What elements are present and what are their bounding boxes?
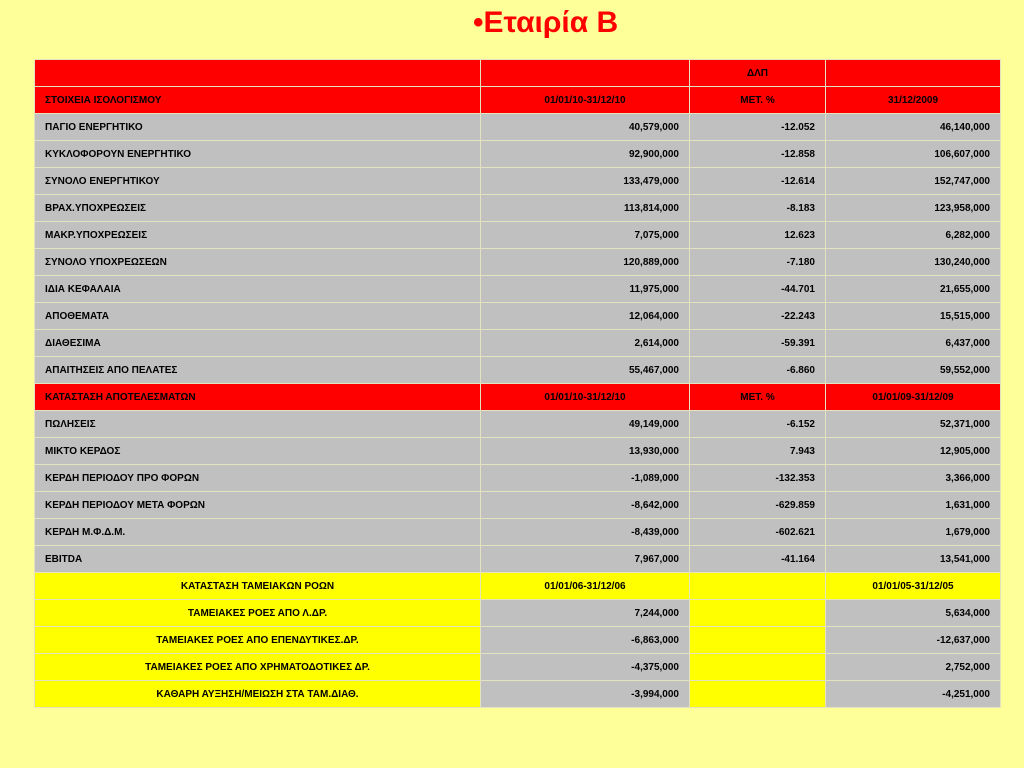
prior-value: 46,140,000 xyxy=(826,114,1001,141)
current-value: 40,579,000 xyxy=(481,114,690,141)
row-label: ΒΡΑΧ.ΥΠΟΧΡΕΩΣΕΙΣ xyxy=(35,195,481,222)
change-header: ΜΕΤ. % xyxy=(690,87,826,114)
prior-header: 01/01/09-31/12/09 xyxy=(826,384,1001,411)
section-label: ΚΑΤΑΣΤΑΣΗ ΑΠΟΤΕΛΕΣΜΑΤΩΝ xyxy=(35,384,481,411)
table-row xyxy=(35,168,1001,195)
prior-value: 152,747,000 xyxy=(826,168,1001,195)
header-blank-cell xyxy=(481,60,690,87)
table-row xyxy=(35,681,1001,708)
blank-cell xyxy=(690,654,826,681)
cashflow-section-header xyxy=(35,573,1001,600)
prior-value: -12,637,000 xyxy=(826,627,1001,654)
current-value: 49,149,000 xyxy=(481,411,690,438)
prior-value: 59,552,000 xyxy=(826,357,1001,384)
current-value: 12,064,000 xyxy=(481,303,690,330)
prior-value: 5,634,000 xyxy=(826,600,1001,627)
table-row xyxy=(35,276,1001,303)
row-label: ΜΙΚΤΟ ΚΕΡΔΟΣ xyxy=(35,438,481,465)
current-value: -8,642,000 xyxy=(481,492,690,519)
change-value: -12.614 xyxy=(690,168,826,195)
table-row xyxy=(35,654,1001,681)
row-label: ΚΑΘΑΡΗ ΑΥΞΗΣΗ/ΜΕΙΩΣΗ ΣΤΑ ΤΑΜ.ΔΙΑΘ. xyxy=(35,681,481,708)
table-row xyxy=(35,465,1001,492)
row-label: ΣΥΝΟΛΟ ΥΠΟΧΡΕΩΣΕΩΝ xyxy=(35,249,481,276)
blank-cell xyxy=(690,600,826,627)
current-value: 7,967,000 xyxy=(481,546,690,573)
blank-cell xyxy=(690,681,826,708)
prior-value: 6,437,000 xyxy=(826,330,1001,357)
table-row xyxy=(35,114,1001,141)
change-value: -629.859 xyxy=(690,492,826,519)
table-row xyxy=(35,546,1001,573)
prior-value: 3,366,000 xyxy=(826,465,1001,492)
change-value: -22.243 xyxy=(690,303,826,330)
income-section-header xyxy=(35,384,1001,411)
prior-value: 6,282,000 xyxy=(826,222,1001,249)
row-label: ΑΠΟΘΕΜΑΤΑ xyxy=(35,303,481,330)
prior-header: 01/01/05-31/12/05 xyxy=(826,573,1001,600)
prior-value: 2,752,000 xyxy=(826,654,1001,681)
table-row xyxy=(35,600,1001,627)
prior-value: 1,631,000 xyxy=(826,492,1001,519)
prior-value: 15,515,000 xyxy=(826,303,1001,330)
table-row xyxy=(35,141,1001,168)
section-label: ΣΤΟΙΧΕΙΑ ΙΣΟΛΟΓΙΣΜΟΥ xyxy=(35,87,481,114)
prior-header: 31/12/2009 xyxy=(826,87,1001,114)
table-row xyxy=(35,627,1001,654)
row-label: EBITDA xyxy=(35,546,481,573)
prior-value: 106,607,000 xyxy=(826,141,1001,168)
table-row xyxy=(35,303,1001,330)
row-label: ΤΑΜΕΙΑΚΕΣ ΡΟΕΣ ΑΠΟ ΕΠΕΝΔΥΤΙΚΕΣ.ΔΡ. xyxy=(35,627,481,654)
current-value: 113,814,000 xyxy=(481,195,690,222)
table-row xyxy=(35,519,1001,546)
row-label: ΚΕΡΔΗ ΠΕΡΙΟΔΟΥ ΜΕΤΑ ΦΟΡΩΝ xyxy=(35,492,481,519)
row-label: ΙΔΙΑ ΚΕΦΑΛΑΙΑ xyxy=(35,276,481,303)
row-label: ΜΑΚΡ.ΥΠΟΧΡΕΩΣΕΙΣ xyxy=(35,222,481,249)
current-value: 13,930,000 xyxy=(481,438,690,465)
current-value: -6,863,000 xyxy=(481,627,690,654)
prior-value: 21,655,000 xyxy=(826,276,1001,303)
change-value: -41.164 xyxy=(690,546,826,573)
balance-section-header xyxy=(35,87,1001,114)
prior-value: -4,251,000 xyxy=(826,681,1001,708)
row-label: ΑΠΑΙΤΗΣΕΙΣ ΑΠΟ ΠΕΛΑΤΕΣ xyxy=(35,357,481,384)
ias-header: ΔΛΠ xyxy=(690,60,826,87)
table-row xyxy=(35,411,1001,438)
financial-table xyxy=(34,59,1001,708)
table-row xyxy=(35,195,1001,222)
table-row xyxy=(35,492,1001,519)
row-label: ΠΑΓΙΟ ΕΝΕΡΓΗΤΙΚΟ xyxy=(35,114,481,141)
period-header: 01/01/06-31/12/06 xyxy=(481,573,690,600)
change-value: -8.183 xyxy=(690,195,826,222)
change-value: 7.943 xyxy=(690,438,826,465)
change-value: -12.052 xyxy=(690,114,826,141)
section-label: ΚΑΤΑΣΤΑΣΗ ΤΑΜΕΙΑΚΩΝ ΡΟΩΝ xyxy=(35,573,481,600)
header-blank-cell xyxy=(690,573,826,600)
header-blank-cell xyxy=(826,60,1001,87)
change-value: 12.623 xyxy=(690,222,826,249)
row-label: ΣΥΝΟΛΟ ΕΝΕΡΓΗΤΙΚΟΥ xyxy=(35,168,481,195)
change-value: -59.391 xyxy=(690,330,826,357)
current-value: 11,975,000 xyxy=(481,276,690,303)
change-header: ΜΕΤ. % xyxy=(690,384,826,411)
current-value: 120,889,000 xyxy=(481,249,690,276)
current-value: 2,614,000 xyxy=(481,330,690,357)
row-label: ΤΑΜΕΙΑΚΕΣ ΡΟΕΣ ΑΠΟ Λ.ΔΡ. xyxy=(35,600,481,627)
prior-value: 123,958,000 xyxy=(826,195,1001,222)
current-value: 7,075,000 xyxy=(481,222,690,249)
row-label: ΠΩΛΗΣΕΙΣ xyxy=(35,411,481,438)
current-value: 7,244,000 xyxy=(481,600,690,627)
change-value: -6.860 xyxy=(690,357,826,384)
header-blank-cell xyxy=(35,60,481,87)
current-value: -8,439,000 xyxy=(481,519,690,546)
current-value: 55,467,000 xyxy=(481,357,690,384)
period-header: 01/01/10-31/12/10 xyxy=(481,384,690,411)
prior-value: 130,240,000 xyxy=(826,249,1001,276)
table-row xyxy=(35,249,1001,276)
blank-cell xyxy=(690,627,826,654)
current-value: 133,479,000 xyxy=(481,168,690,195)
page-title: •Εταιρία Β xyxy=(473,6,619,39)
table-row xyxy=(35,330,1001,357)
current-value: -3,994,000 xyxy=(481,681,690,708)
period-header: 01/01/10-31/12/10 xyxy=(481,87,690,114)
current-value: -1,089,000 xyxy=(481,465,690,492)
row-label: ΚΕΡΔΗ Μ.Φ.Δ.Μ. xyxy=(35,519,481,546)
prior-value: 12,905,000 xyxy=(826,438,1001,465)
prior-value: 13,541,000 xyxy=(826,546,1001,573)
table-row xyxy=(35,222,1001,249)
current-value: -4,375,000 xyxy=(481,654,690,681)
change-value: -7.180 xyxy=(690,249,826,276)
column-group-header-row xyxy=(35,60,1001,87)
row-label: ΚΕΡΔΗ ΠΕΡΙΟΔΟΥ ΠΡΟ ΦΟΡΩΝ xyxy=(35,465,481,492)
change-value: -132.353 xyxy=(690,465,826,492)
table-row xyxy=(35,357,1001,384)
change-value: -12.858 xyxy=(690,141,826,168)
change-value: -44.701 xyxy=(690,276,826,303)
prior-value: 1,679,000 xyxy=(826,519,1001,546)
change-value: -6.152 xyxy=(690,411,826,438)
prior-value: 52,371,000 xyxy=(826,411,1001,438)
row-label: ΚΥΚΛΟΦΟΡΟΥΝ ΕΝΕΡΓΗΤΙΚΟ xyxy=(35,141,481,168)
row-label: ΤΑΜΕΙΑΚΕΣ ΡΟΕΣ ΑΠΟ ΧΡΗΜΑΤΟΔΟΤΙΚΕΣ ΔΡ. xyxy=(35,654,481,681)
change-value: -602.621 xyxy=(690,519,826,546)
table-row xyxy=(35,438,1001,465)
current-value: 92,900,000 xyxy=(481,141,690,168)
row-label: ΔΙΑΘΕΣΙΜΑ xyxy=(35,330,481,357)
